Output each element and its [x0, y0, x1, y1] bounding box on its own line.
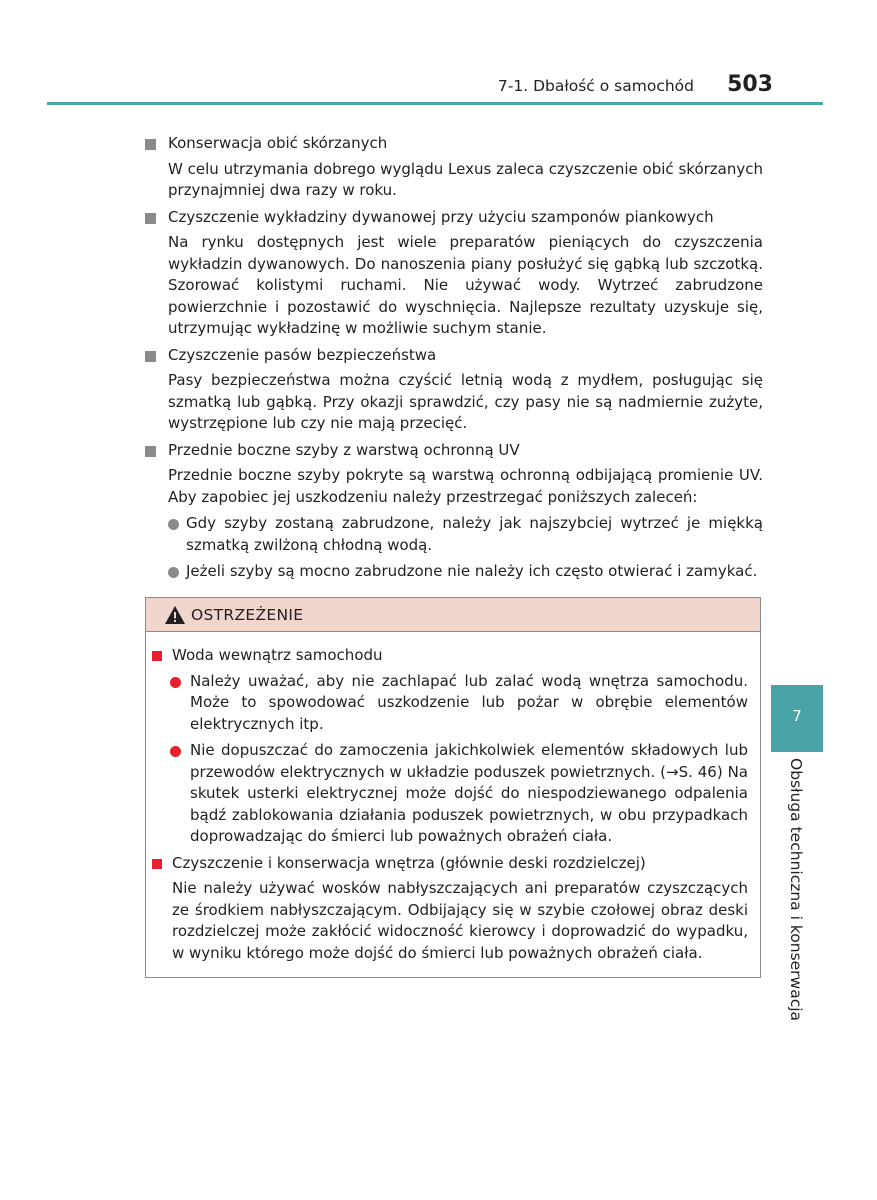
header-divider: [47, 102, 823, 105]
list-item: [145, 561, 763, 583]
main-content: [145, 130, 763, 588]
section-heading: [145, 440, 763, 462]
section-heading: [145, 133, 763, 155]
list-item-text: Gdy szyby zostaną zabrudzone, należy jak najszybciej wytrzeć je miękką szmatką zwilżoną chłodną wodą.: [186, 514, 763, 554]
warning-label: OSTRZEŻENIE: [191, 605, 304, 624]
warning-triangle-icon: [164, 605, 186, 625]
square-bullet-icon: [145, 139, 156, 150]
square-bullet-icon: [152, 651, 162, 661]
chapter-tab: [771, 685, 823, 752]
square-bullet-icon: [145, 446, 156, 457]
warning-box: [145, 597, 761, 978]
round-bullet-icon: [168, 519, 179, 530]
section-title: Czyszczenie wykładziny dywanowej przy użyciu szamponów piankowych: [168, 207, 714, 226]
warning-list-item: [152, 671, 748, 736]
list-item-text: Jeżeli szyby są mocno zabrudzone nie należy ich często otwierać i zamykać.: [186, 562, 758, 580]
page-number: 503: [727, 72, 773, 97]
section-heading: [145, 207, 763, 229]
warning-section-title: Czyszczenie i konserwacja wnętrza (głównie deski rozdzielczej): [172, 853, 646, 872]
warning-list-item-text: Należy uważać, aby nie zachlapać lub zalać wodą wnętrza samochodu. Może to spowodować uszkodzenie lub pożar w obrębie elementów elektrycznych itp.: [190, 671, 748, 733]
warning-section-body: Nie należy używać wosków nabłyszczających ani preparatów czyszczących ze środkiem nabłyszczającym. Odbijający się w szybie czołowej obraz deski rozdzielczej może zakłócić widoczność kierowcy i doprowadzić do wypadku, w wyniku którego może dojść do śmierci lub poważnych obrażeń ciała.: [172, 879, 748, 962]
section-title: Czyszczenie pasów bezpieczeństwa: [168, 345, 437, 364]
warning-section-title: Woda wewnątrz samochodu: [172, 646, 383, 664]
round-bullet-icon: [168, 567, 179, 578]
section-body: Przednie boczne szyby pokryte są warstwą ochronną odbijającą promienie UV. Aby zapobiec jej uszkodzeniu należy przestrzegać poniższych zaleceń:: [168, 466, 763, 506]
warning-list-item-text: Nie dopuszczać do zamoczenia jakichkolwiek elementów składowych lub przewodów elektrycznych w układzie poduszek powietrznych. (→S. 46) Na skutek usterki elektrycznej może dojść do niespodziewanego odpalenia bądź zablokowania działania poduszek powietrznych, w obu przypadkach doprowadzając do śmierci lub poważnych obrażeń ciała.: [190, 741, 748, 845]
warning-list-item: [152, 740, 748, 848]
round-bullet-icon: [170, 677, 181, 688]
section-body: Pasy bezpieczeństwa można czyścić letnią wodą z mydłem, posługując się szmatką lub gąbką. Przy okazji sprawdzić, czy pasy nie są nadmiernie zużyte, wystrzępione lub czy nie mają przecięć.: [168, 371, 763, 432]
chapter-title: 7-1. Dbałość o samochód: [497, 77, 694, 95]
list-item: [145, 513, 763, 556]
warning-header: [146, 598, 760, 632]
section-body: W celu utrzymania dobrego wyglądu Lexus zaleca czyszczenie obić skórzanych przynajmniej dwa razy w roku.: [168, 159, 763, 199]
square-bullet-icon: [145, 351, 156, 362]
warning-section-heading: [152, 853, 748, 875]
warning-section-heading: [152, 645, 748, 667]
square-bullet-icon: [145, 213, 156, 224]
section-body: Na rynku dostępnych jest wiele preparatów pieniących do czyszczenia wykładzin dywanowych. Do nanoszenia piany posłużyć się gąbką lub szczotką. Szorować kolistymi ruchami. Nie używać wody. Wytrzeć zabrudzone powierzchnie i pozostawić do wyschnięcia. Najlepsze rezultaty uzyskuje się, utrzymując wykładzinę w możliwie suchym stanie.: [168, 233, 763, 337]
section-title: Konserwacja obić skórzanych: [168, 134, 388, 152]
square-bullet-icon: [152, 859, 162, 869]
warning-body: [146, 632, 760, 964]
section-heading: [145, 345, 763, 367]
chapter-number: 7: [792, 707, 802, 725]
section-title: Przednie boczne szyby z warstwą ochronną UV: [168, 440, 520, 459]
round-bullet-icon: [170, 746, 181, 757]
chapter-side-label: Obsługa techniczna i konserwacja: [787, 758, 805, 1022]
